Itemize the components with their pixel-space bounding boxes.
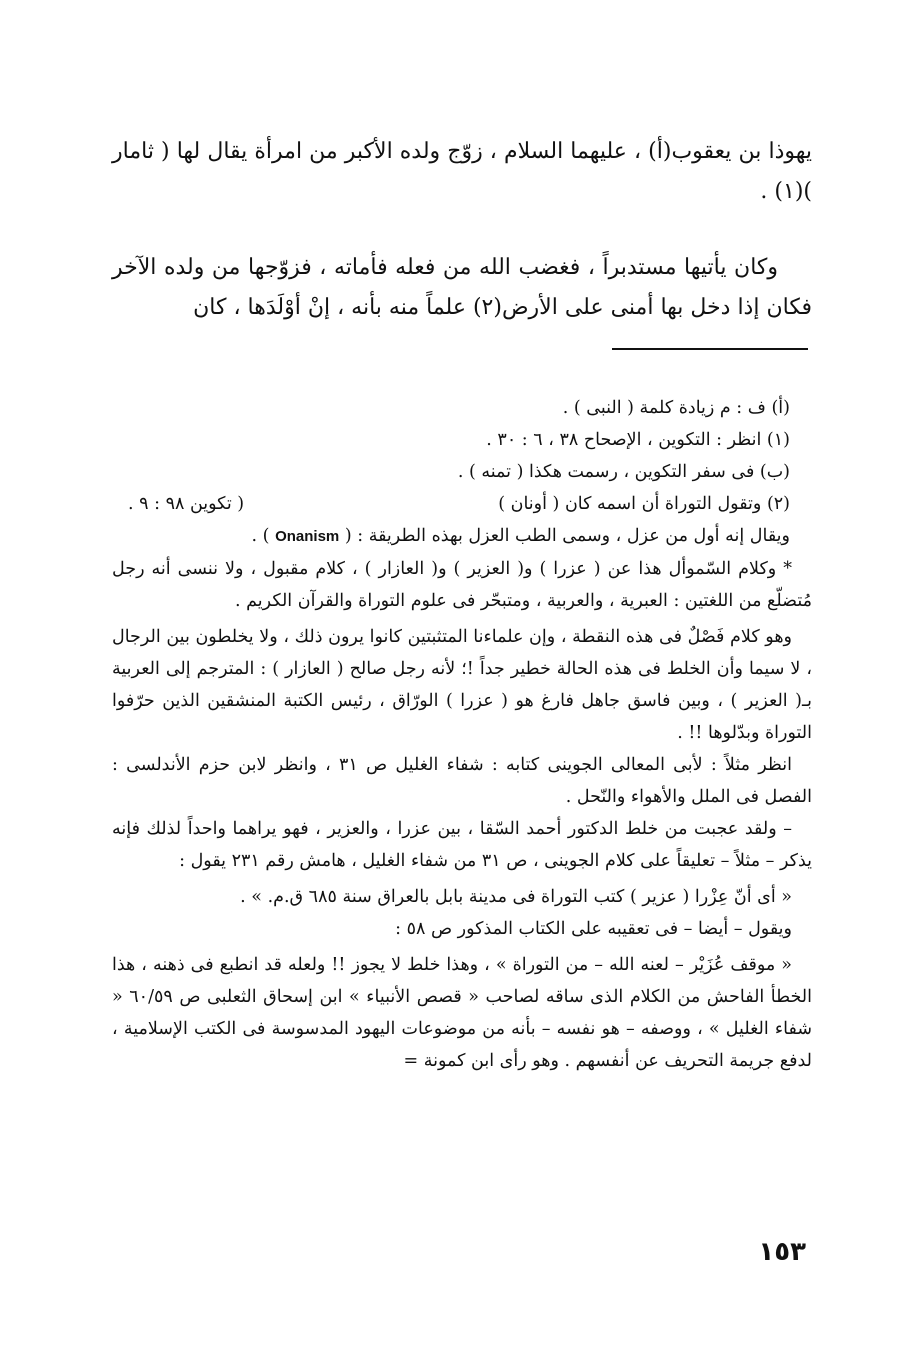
footnote-separator bbox=[612, 348, 808, 350]
footnote-b: (ب) فى سفر التكوين ، رسمت هكذا ( تمنه ) . bbox=[457, 462, 790, 482]
page-number: ١٥٣ bbox=[758, 1237, 806, 1267]
main-paragraph-1: يهوذا بن يعقوب(أ) ، عليهما السلام ، زوّج ولده الأكبر من امرأة يقال لها ( ثامار )(١) . bbox=[112, 139, 812, 204]
quote-paragraph-2: « موقف عُزَيْر – لعنه الله – من التوراة » ، وهذا خلط لا يجوز !! ولعله قد انطبع فى ذهنه ، هذا الخطأ الفاحش من الكلام الذى ساقه لصاحب « قصص الأنبياء » ابن إسحاق الثعلبى ص ٦٠/٥٩ « شفاء الغليل » ، ووصفه – هو نفسه – بأنه من موضوعات اليهود المدسوسة فى الكتب الإسلامية ، لدفع جريمة التحريف عن أنفسهم . وهو رأى ابن كمونة = bbox=[112, 955, 812, 1071]
footnote-2-end: ) . bbox=[251, 526, 270, 546]
comment-paragraph-3: انظر مثلاً : لأبى المعالى الجوينى كتابه : شفاء الغليل ص ٣١ ، وانظر لابن حزم الأندلسى : الفصل فى الملل والأهواء والنّحل . bbox=[112, 755, 812, 807]
footnote-2 bbox=[112, 488, 812, 520]
footnote-2-latin-term: Onanism bbox=[275, 528, 340, 545]
quote-paragraph-1: « أى أنّ عِزْرا ( عزير ) كتب التوراة فى مدينة بابل بالعراق سنة ٦٨٥ ق.م. » . bbox=[240, 887, 792, 907]
footnote-2-continuation bbox=[112, 520, 812, 553]
footnote-1: (١) انظر : التكوين ، الإصحاح ٣٨ ، ٦ : ٣٠ . bbox=[486, 430, 790, 450]
footnote-2-cont-text: ويقال إنه أول من عزل ، وسمى الطب العزل بهذه الطريقة : ( bbox=[344, 526, 790, 546]
footnote-a: (أ) ف : م زيادة كلمة ( النبى ) . bbox=[562, 398, 790, 418]
main-text bbox=[112, 132, 812, 328]
footnote-2-text: (٢) وتقول التوراة أن اسمه كان ( أونان ) bbox=[498, 494, 790, 514]
footnotes bbox=[112, 392, 812, 1077]
footnote-2-reference: ( تكوين ٩٨ : ٩ . bbox=[128, 494, 245, 514]
comment-paragraph-2: وهو كلام فَصْلٌ فى هذه النقطة ، وإن علماءنا المتثبتين كانوا يرون ذلك ، ولا يخلطون بين الرجال ، لا سيما وأن الخلط فى هذه الحالة خطير جداً !؛ لأنه رجل صالح ( العازار ) : المترجم إلى العربية بـ( العزير ) ، وبين فاسق جاهل فارغ هو ( عزرا ) الورّاق ، رئيس الكتبة المنشقين الذين حرّفوا التوراة وبدّلوها !! . bbox=[112, 627, 812, 743]
main-paragraph-2: وكان يأتيها مستدبراً ، فغضب الله من فعله فأماته ، فزوّجها من ولده الآخر فكان إذا دخل بها أمنى على الأرض(٢) علماً منه بأنه ، إنْ أوْلَدَها ، كان bbox=[112, 255, 812, 320]
comment-paragraph-1: * وكلام السّموأل هذا عن ( عزرا ) و( العزير ) و( العازار ) ، كلام مقبول ، ولا ننسى أنه رجل مُتضلّع من اللغتين : العبرية ، والعربية ، ومتبحّر فى علوم التوراة والقرآن الكريم . bbox=[112, 559, 812, 611]
comment-paragraph-4: – ولقد عجبت من خلط الدكتور أحمد السّقا ، بين عزرا ، والعزير ، فهو يراهما واحداً لذلك فإنه يذكر – مثلاً – تعليقاً على كلام الجوينى ، ص ٣١ من شفاء الغليل ، هامش رقم ٢٣١ يقول : bbox=[112, 819, 812, 871]
comment-paragraph-5: ويقول – أيضا – فى تعقيبه على الكتاب المذكور ص ٥٨ : bbox=[395, 919, 792, 939]
